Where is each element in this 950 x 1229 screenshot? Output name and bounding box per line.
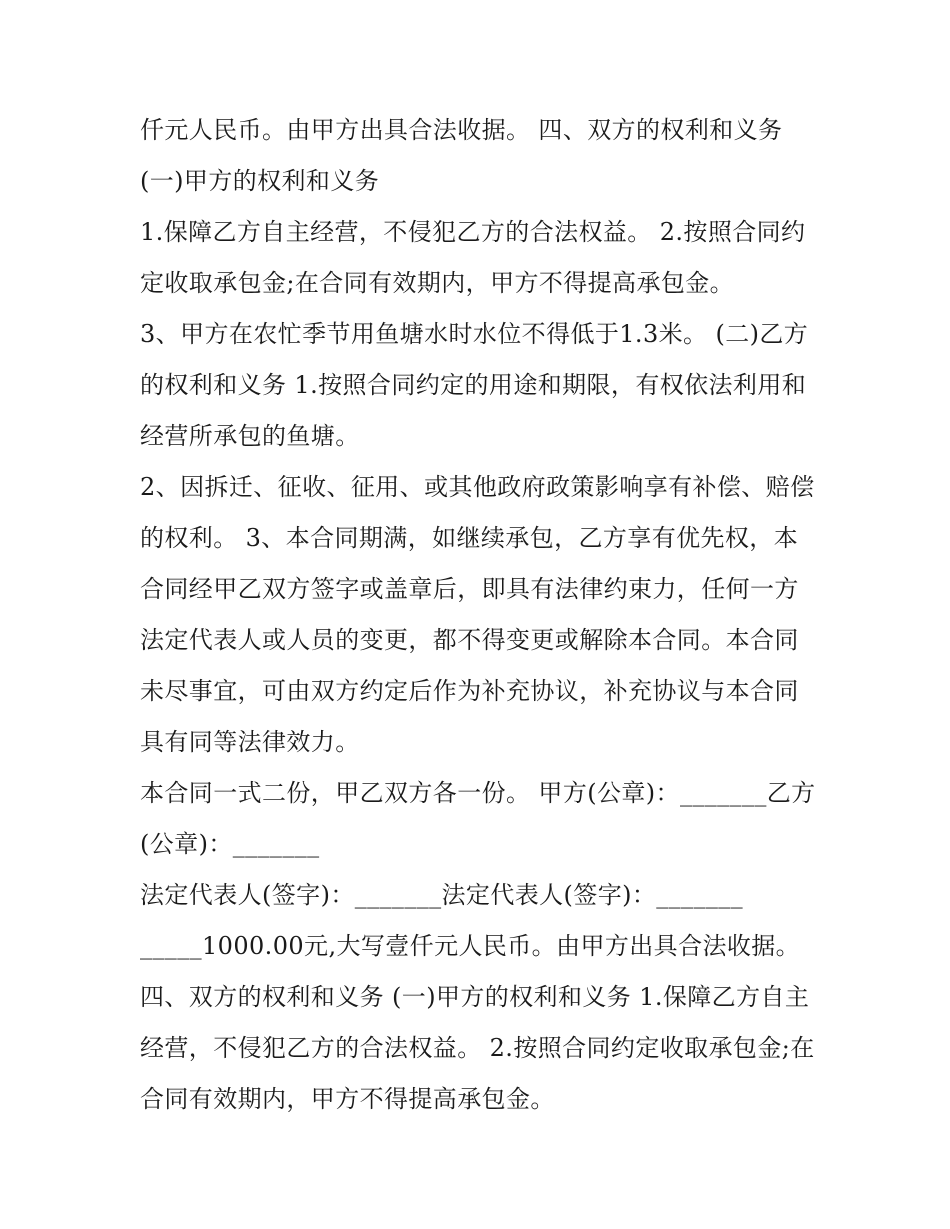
- paragraph-8: _____1000.00元,大写壹仟元人民币。由甲方出具合法收据。: [140, 932, 801, 960]
- document-body: [140, 105, 820, 1125]
- paragraph-4: 3、甲方在农忙季节用鱼塘水时水位不得低于1.3米。 (二)乙方的权利和义务 1.按照合同约定的用途和期限，有权依法利用和经营所承包的鱼塘。: [140, 320, 809, 450]
- paragraph-2: (一)甲方的权利和义务: [140, 167, 380, 195]
- paragraph-5: 2、因拆迁、征收、征用、或其他政府政策影响享有补偿、赔偿的权利。 3、本合同期满，如继续承包，乙方享有优先权，本合同经甲乙双方签字或盖章后，即具有法律约束力，任何一方法定代表人或人员的变更，都不得变更或解除本合同。本合同未尽事宜，可由双方约定后作为补充协议，补充协议与本合同具有同等法律效力。: [140, 473, 815, 756]
- paragraph-9: 四、双方的权利和义务 (一)甲方的权利和义务 1.保障乙方自主经营，不侵犯乙方的合法权益。 2.按照合同约定收取承包金;在合同有效期内，甲方不得提高承包金。: [140, 983, 815, 1113]
- paragraph-1: 仟元人民币。由甲方出具合法收据。 四、双方的权利和义务: [140, 116, 783, 144]
- paragraph-3: 1.保障乙方自主经营，不侵犯乙方的合法权益。 2.按照合同约定收取承包金;在合同有效期内，甲方不得提高承包金。: [140, 218, 806, 297]
- paragraph-6: 本合同一式二份，甲乙双方各一份。 甲方(公章)：_______乙方(公章)：_______: [140, 779, 816, 858]
- paragraph-7: 法定代表人(签字)：_______法定代表人(签字)：_______: [140, 881, 744, 909]
